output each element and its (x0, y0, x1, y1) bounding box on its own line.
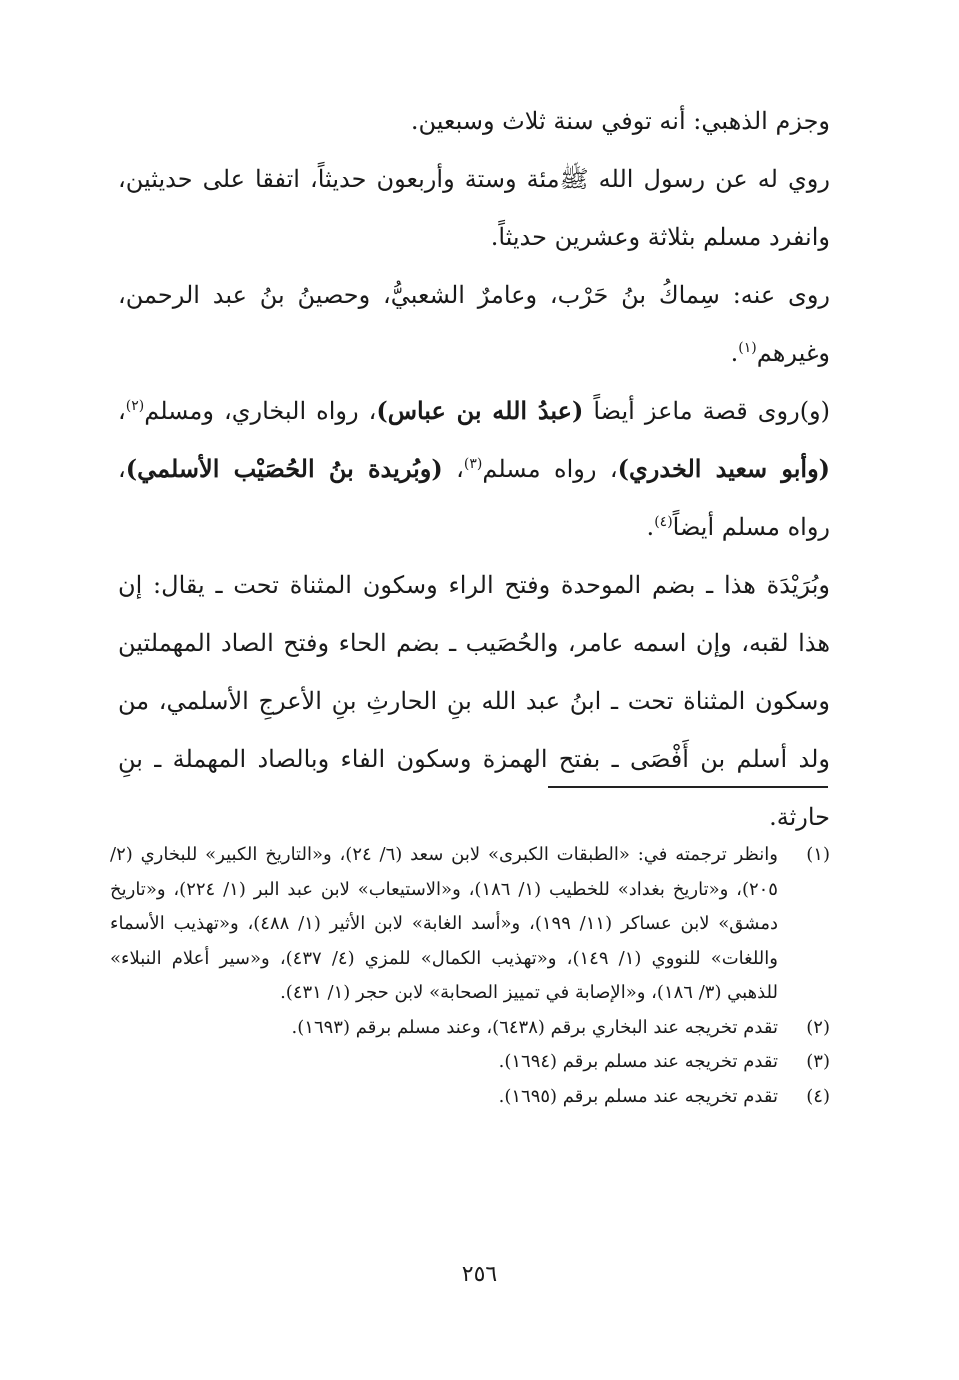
footnote-divider (548, 786, 828, 788)
footnote-text: تقدم تخريجه عند البخاري برقم (٦٤٣٨)، وعند مسلم برقم (١٦٩٣). (291, 1016, 778, 1038)
paragraph-narrators (118, 266, 830, 382)
maiz-text-j: . (646, 513, 655, 541)
footnote-number: (١) (806, 844, 830, 865)
footnote-text: تقدم تخريجه عند مسلم برقم (١٦٩٤). (498, 1051, 778, 1072)
maiz-text-a: (و)روى قصة ماعز أيضاً (583, 397, 831, 425)
narrators-text: روى عنه: سِماكُ بنُ حَرْب، وعامرٌ الشعبيُّ، وحصينُ بنُ عبد الرحمن، وغيرهم (118, 281, 830, 367)
footnote-ref-3[interactable]: (٣) (463, 456, 483, 472)
footnote (110, 1011, 830, 1046)
footnote-text: وانظر ترجمته في: «الطبقات الكبرى» لابن سعد (٦/ ٢٤)، و«التاريخ الكبير» للبخاري (٢/ ٢٠٥)، و«تاريخ بغداد» للخطيب (١/ ١٨٦)، و«الاستيعاب» لابن عبد البر (١/ ٢٢٤)، و«تاريخ دمشق» لابن عساكر (١١/ ١٩٩)، و«أسد الغابة» لابن الأثير (١/ ٤٨٨)، و«تهذيب الأسماء واللغات» للنووي (١/ ١٤٩)، و«تهذيب الكمال» للمزي (٤/ ٤٣٧)، و«سير أعلام النبلاء» للذهبي (٣/ ١٨٦)، و«الإصابة في تمييز الصحابة» لابن حجر (١/ ٤٣١). (110, 844, 779, 1003)
paragraph-hadith-count: روي له عن رسول الله ﷺمئة وستة وأربعون حديثاً، اتفقا على حديثين، وانفرد مسلم بثلاثة وعشرين حديثاً. (118, 165, 830, 251)
page-number: ٢٥٦ (461, 1262, 498, 1287)
maiz-text-f: ، رواه مسلم (482, 455, 618, 483)
footnote-ref-4[interactable]: (٤) (654, 514, 673, 530)
maiz-text-i: ، رواه مسلم أيضاً (118, 455, 830, 541)
footnote-number: (٢) (806, 1016, 830, 1038)
footnotes (110, 838, 830, 1114)
footnote (110, 1080, 830, 1115)
footnote-number: (٤) (806, 1085, 830, 1107)
paragraph-buraida-name: وبُرَيْدَة هذا ـ بضم الموحدة وفتح الراء وسكون المثناة تحت ـ يقال: إن هذا لقبه، وإن اسمه عامر، والحُصَيب ـ بضم الحاء وفتح الصاد المهملتين وسكون المثناة تحت ـ ابنُ عبد الله بنِ الحارثِ بنِ الأعرجِ الأسلمي، من ولد أسلم بن أَفْصَى ـ بفتح الهمزة وسكون الفاء وبالصاد المهملة ـ بنِ حارثة. (118, 571, 830, 831)
narrator-buraida: (وبُريدة بنُ الحُصَيْب الأسلمي) (125, 454, 443, 483)
footnote-ref-1[interactable]: (١) (738, 340, 757, 356)
maiz-text-g: ، (442, 455, 464, 483)
maiz-text-c: ، رواه البخاري، ومسلم (144, 397, 377, 425)
main-text (118, 92, 830, 846)
footnote-text: تقدم تخريجه عند مسلم برقم (١٦٩٥). (498, 1085, 778, 1107)
narrator-abu-said: (وأبو سعيد الخدري) (617, 454, 831, 483)
footnote (110, 838, 830, 1011)
maiz-text-d: ، (118, 397, 126, 425)
footnote-ref-2[interactable]: (٢) (125, 398, 145, 414)
footnote-number: (٣) (806, 1051, 830, 1072)
footnote (110, 1045, 830, 1080)
narrator-ibn-abbas: (عبدُ الله بن عباس) (376, 396, 584, 425)
paragraph-death-year: وجزم الذهبي: أنه توفي سنة ثلاث وسبعين. (410, 107, 830, 135)
paragraph-maiz-story (118, 382, 830, 556)
narrators-end: . (730, 339, 739, 367)
